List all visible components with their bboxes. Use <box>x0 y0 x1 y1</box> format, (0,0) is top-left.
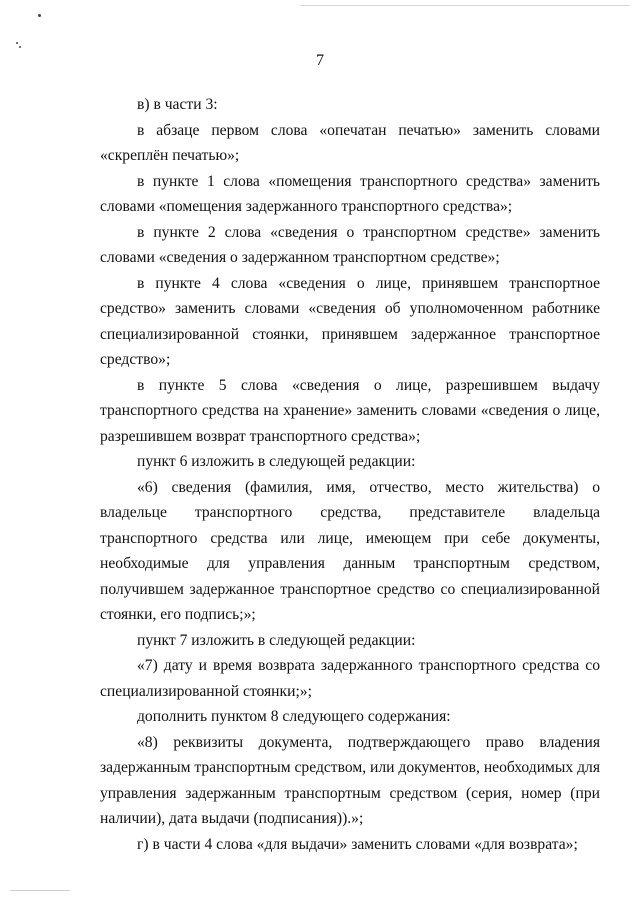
scan-edge-top <box>300 5 630 6</box>
scan-speck <box>38 14 41 17</box>
paragraph-item-7-intro: пункт 7 изложить в следующей редакции: <box>137 631 416 649</box>
scan-speck <box>16 42 18 44</box>
scan-speck <box>19 46 21 48</box>
paragraph-item-7-text: «7) дату и время возврата задержанного транспортного средства со специализированной стоянки;»; <box>100 657 600 700</box>
paragraph-item-2: в пункте 2 слова «сведения о транспортном средстве» заменить словами «сведения о задержанном транспортном средстве»; <box>100 223 600 266</box>
scan-edge-bottom <box>10 890 70 891</box>
paragraph-item-6-text: «6) сведения (фамилия, имя, отчество, место жительства) о владельце транспортного средства, представителе владельца транспортного средства или лице, имеющем при себе документы, необходимые для управления данным транспортным средством, получившем задержанное транспортное средство со специализированной стоянки, его подпись;»; <box>100 478 600 623</box>
paragraph-item-5: в пункте 5 слова «сведения о лице, разрешившем выдачу транспортного средства на хранение» заменить словами «сведения о лице, разрешившем возврат транспортного средства»; <box>100 376 600 445</box>
paragraph-item-4: в пункте 4 слова «сведения о лице, принявшем транспортное средство» заменить словами «сведения об уполномоченном работнике специализированной стоянки, принявшем задержанное транспортное средство»; <box>100 274 600 368</box>
paragraph-item-1: в пункте 1 слова «помещения транспортного средства» заменить словами «помещения задержанного транспортного средства»; <box>100 172 600 215</box>
paragraph-item-6-intro: пункт 6 изложить в следующей редакции: <box>137 453 416 470</box>
page-number: 7 <box>316 52 324 69</box>
paragraph-part-3-heading: в) в части 3: <box>137 96 218 113</box>
paragraph-part-4: г) в части 4 слова «для выдачи» заменить словами «для возврата»; <box>137 835 578 853</box>
paragraph-first-abzac: в абзаце первом слова «опечатан печатью» заменить словами «скреплён печатью»; <box>100 121 600 164</box>
paragraph-item-8-text: «8) реквизиты документа, подтверждающего право владения задержанным транспортным средством, или документов, необходимых для управления задержанным транспортным средством (серия, номер (при наличии), дата выдачи (подписания)).»; <box>100 733 600 827</box>
paragraph-item-8-intro: дополнить пунктом 8 следующего содержания: <box>137 708 451 725</box>
document-body <box>100 92 600 857</box>
